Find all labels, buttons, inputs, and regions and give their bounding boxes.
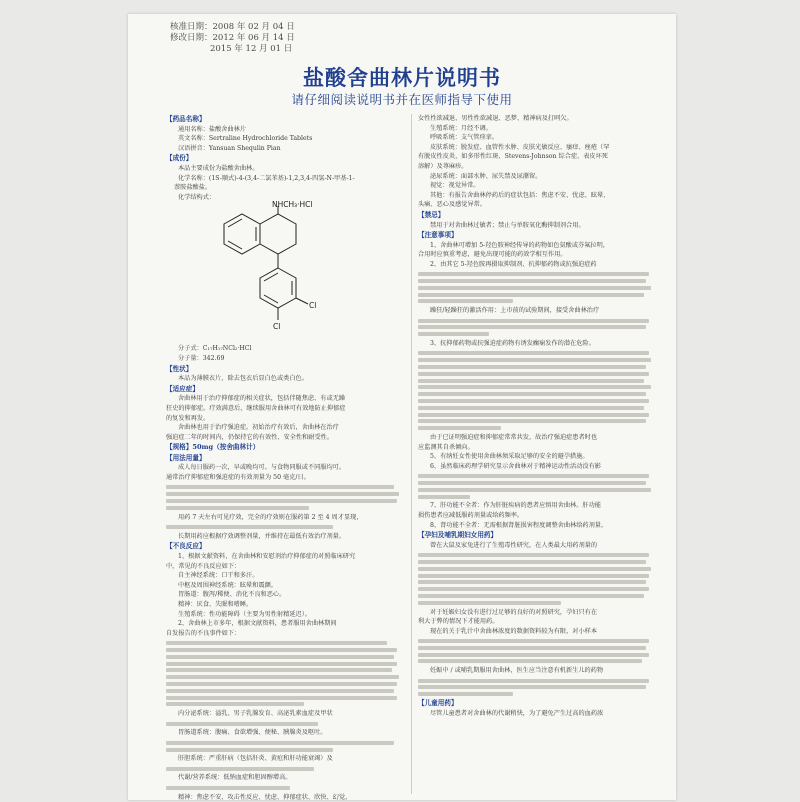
revision-date-2: 2015 年 12 月 01 日	[210, 44, 293, 54]
text-line: 的复发和再发。	[166, 414, 210, 422]
text-line: 禁用于对舍曲林过敏者；禁止与单胺氧化酶抑制剂合用。	[430, 221, 585, 229]
text-line: 女性性欲减退、男性性欲减退、恶梦、精神病及打呵欠。	[418, 115, 573, 122]
text-placeholder	[418, 567, 651, 571]
text-line: 本品为薄膜衣片，除去包衣后显白色或类白色。	[178, 375, 308, 383]
text-line: 通用名称：盐酸舍曲林片	[178, 125, 247, 133]
text-line: 8、肾功能不全者：无需根据肾脏损害程度调整舍曲林给药剂量。	[430, 521, 608, 529]
text-placeholder	[166, 786, 290, 790]
text-line: 自主神经系统：口干和多汗。	[178, 572, 259, 580]
text-placeholder	[418, 413, 649, 417]
section-header: 【规格】50mg（按舍曲林计）	[166, 443, 260, 452]
text-line: 精神：焦虑不安、攻击性反应、忧虑、抑郁症状、欣快、幻觉、	[178, 793, 352, 801]
column-divider	[411, 114, 412, 794]
section-header: 【孕妇及哺乳期妇女用药】	[418, 531, 498, 540]
text-line: 化学名称：(1S-顺式)-4-(3,4-二氯苯基)-1,2,3,4-四氢-N-甲基-1-	[178, 174, 355, 182]
text-placeholder	[418, 488, 651, 492]
chlorine-label: Cl	[273, 322, 281, 332]
text-line: 长期用药应根据疗效调整剂量，并维持在最低有效治疗剂量。	[178, 532, 346, 540]
benzene-ring	[224, 214, 260, 254]
text-placeholder	[418, 319, 649, 323]
text-line: 内分泌系统：溢乳、男子乳腺发育、高泌乳素血症及甲状	[178, 710, 333, 718]
text-line: 对于妊娠妇女没有进行过足够的良好的对照研究，孕妇只有在	[430, 608, 598, 616]
date-block	[170, 22, 295, 55]
text-line: 视觉：视觉异常。	[430, 182, 480, 190]
text-line: 利大于弊的情况下才能用药。	[418, 618, 499, 626]
section-header: 【注意事项】	[418, 231, 458, 240]
text-line: 狂史的抑郁症。疗效满意后，继续服用舍曲林可有效地防止抑郁症	[166, 404, 346, 412]
revision-date: 修改日期：2012 年 06 月 14 日	[170, 33, 295, 43]
amine-label: NHCH₃·HCl	[272, 200, 313, 210]
text-line: 本品主要成份为盐酸舍曲林。	[178, 164, 259, 172]
text-line: 英文名称：Sertraline Hydrochloride Tablets	[178, 135, 313, 143]
text-placeholder	[418, 351, 649, 355]
text-line: 化学结构式：	[178, 193, 216, 201]
text-line: 舍曲林用于治疗抑郁症的相关症状，包括伴随焦虑、有或无躁	[178, 395, 346, 403]
text-line: 泌尿系统：面部水肿、尿失禁及尿潴留。	[430, 172, 542, 180]
text-line: 精神：厌食、失眠和嗜睡。	[178, 600, 253, 608]
text-line: 其他：有报告舍曲林停药后的症状包括：焦虑不安、忧虑、眩晕、	[430, 191, 610, 199]
section-header: 【不良反应】	[166, 542, 206, 551]
text-placeholder	[166, 682, 397, 686]
text-placeholder	[418, 474, 649, 478]
text-line: 应监测其自杀倾向。	[418, 443, 474, 451]
dichlorophenyl-ring	[260, 268, 296, 308]
text-placeholder	[418, 481, 646, 485]
left-column	[166, 114, 404, 801]
text-line: 生殖系统：月经不调。	[430, 124, 492, 132]
text-line: 尽管儿童患者对舍曲林的代谢稍快，为了避免产生过高的血药浓	[430, 709, 604, 717]
text-placeholder	[166, 767, 314, 771]
text-line: 损伤患者应减低服药剂量或给药频率。	[418, 511, 524, 519]
text-line: 1、根据文献资料，在舍曲林和安慰剂治疗抑郁症的对照临床研究	[178, 553, 356, 561]
text-line: 分子量：342.69	[178, 354, 225, 362]
text-placeholder	[418, 653, 649, 657]
text-placeholder	[418, 358, 651, 362]
text-placeholder	[418, 419, 646, 423]
leaflet-sheet	[128, 14, 676, 800]
text-placeholder	[166, 722, 318, 726]
text-placeholder	[418, 692, 513, 696]
text-line: 有脱皮性皮炎，如多形性红斑、Stevens-Johnson 综合症、表皮坏死	[418, 153, 608, 161]
text-line: 代谢/营养系统：低钠血症和胆固醇增高。	[178, 774, 292, 782]
text-placeholder	[418, 601, 561, 605]
text-line: 3、抗抑郁药物或抗强迫症药物有诱发癫痫发作的潜在危险。	[430, 340, 595, 348]
text-placeholder	[166, 696, 397, 700]
text-line: 通常治疗抑郁症和强迫症的有效剂量为 50 毫克/日。	[166, 474, 310, 482]
text-placeholder	[166, 655, 394, 659]
text-line: 2、由其它 5-羟色胺再摄取抑制剂、抗抑郁药物或抗强迫症药	[430, 260, 597, 268]
text-placeholder	[418, 580, 646, 584]
text-line: 1、舍曲林可增加 5-羟色胺神经传导的药物如色氨酸或芬氟拉明，	[430, 241, 609, 249]
text-placeholder	[418, 299, 513, 303]
text-line: 萘胺盐酸盐。	[174, 184, 212, 192]
text-placeholder	[418, 385, 651, 389]
text-line: 中枢及周围神经系统：眩晕和震颤。	[178, 581, 277, 589]
text-placeholder	[418, 426, 501, 430]
text-placeholder	[418, 332, 489, 336]
cyclohexane-ring	[260, 214, 296, 254]
text-line: 中，常见的不良反应如下：	[166, 562, 241, 570]
text-line: 呼吸系统：支气管痉挛。	[430, 134, 499, 142]
text-placeholder	[418, 553, 649, 557]
section-header: 【禁忌】	[418, 210, 445, 219]
right-column	[418, 114, 656, 792]
document-title: 盐酸舍曲林片说明书	[303, 66, 501, 90]
text-placeholder	[418, 399, 649, 403]
document-subtitle: 请仔细阅读说明书并在医师指导下使用	[291, 92, 513, 107]
text-placeholder	[418, 406, 644, 410]
text-placeholder	[418, 594, 644, 598]
text-line: 躁狂/轻躁狂的激活作用：上市前的试验期间，接受舍曲林治疗	[430, 307, 600, 315]
text-placeholder	[418, 365, 646, 369]
text-line: 合用时应慎重考虑，避免出现可能的药效学相互作用。	[418, 251, 567, 259]
text-placeholder	[418, 685, 646, 689]
text-line: 强迫症二年的时间内，仍保持它的有效性、安全性和耐受性。	[166, 433, 334, 441]
text-placeholder	[418, 560, 646, 564]
text-placeholder	[418, 392, 646, 396]
text-placeholder	[418, 659, 642, 663]
text-line: 5、有纳妊女性使用舍曲林须采取足够的安全的避孕措施。	[430, 453, 589, 461]
text-placeholder	[418, 372, 649, 376]
text-placeholder	[418, 379, 644, 383]
text-placeholder	[166, 741, 394, 745]
text-placeholder	[418, 495, 470, 499]
text-placeholder	[166, 675, 399, 679]
section-header: 【药品名称】	[166, 115, 206, 123]
text-placeholder	[166, 641, 387, 645]
text-placeholder	[166, 702, 304, 706]
text-line: 生殖系统：性功能障碍（主要为男性射精延迟）。	[178, 610, 312, 618]
text-line: 成人每日服药一次，早或晚均可。与食物同服或不同服均可。	[178, 464, 346, 472]
text-line: 现在的关于乳汁中舍曲林浓度的数据资料较为有限，对小样本	[430, 627, 598, 635]
text-placeholder	[418, 293, 644, 297]
text-placeholder	[166, 748, 333, 752]
text-line: 汉语拼音：Yansuan Shequlin Pian	[178, 144, 281, 152]
text-line: 由于已证明强迫症和抑郁症常常共发，故治疗强迫症患者时也	[430, 434, 598, 442]
text-line: 用药 7 天左右可见疗效，完全的疗效则在服药第 2 至 4 周才显现，	[178, 513, 363, 521]
text-placeholder	[166, 506, 309, 510]
text-line: 头痛、恶心及感觉异常。	[418, 201, 487, 209]
text-placeholder	[166, 492, 399, 496]
text-placeholder	[418, 679, 649, 683]
text-placeholder	[418, 646, 646, 650]
text-line: 分子式：C₁₇H₁₇NCl₂·HCl	[178, 345, 252, 353]
text-placeholder	[166, 525, 333, 529]
chlorine-label: Cl	[309, 301, 317, 311]
chemical-structure	[206, 200, 404, 342]
text-line: 肝胆系统：严重肝病（包括肝炎、黄疸和肝功能衰竭）及	[178, 755, 333, 763]
text-line: 6、虽然临床药理学研究显示舍曲林对于精神运动性活动没有影	[430, 462, 601, 470]
text-placeholder	[166, 662, 397, 666]
text-placeholder	[166, 648, 397, 652]
structure-diagram	[206, 200, 386, 342]
text-placeholder	[166, 668, 392, 672]
section-header: 【用法用量】	[166, 453, 206, 462]
text-placeholder	[418, 639, 649, 643]
text-line: 溶解）及荨麻疹。	[418, 162, 468, 170]
text-line: 胃肠道：腹泻/稀便、消化不良和恶心。	[178, 591, 286, 599]
section-header: 【适应症】	[166, 384, 199, 393]
text-line: 妊娠中 / 或哺乳期服用舍曲林，医生应当注意有机新生儿的药物	[430, 667, 604, 675]
text-placeholder	[418, 272, 649, 276]
text-placeholder	[166, 499, 397, 503]
section-header: 【成份】	[166, 154, 193, 163]
text-placeholder	[418, 286, 651, 290]
text-line: 皮肤系统：脱发症、血管性水肿、皮肤光敏反应、瘙痒、痤疮（罕	[430, 143, 610, 151]
text-line: 胃肠道系统：腹痛、食欲增强、便秘、胰腺炎及呕吐。	[178, 729, 327, 737]
approval-date: 核准日期：2008 年 02 月 04 日	[170, 22, 295, 32]
text-line: 自发报告的不良事件如下：	[166, 629, 241, 637]
text-placeholder	[418, 574, 649, 578]
text-line: 2、舍曲林上市多年，根据文献资料，患者服用舍曲林期间	[178, 620, 337, 628]
text-placeholder	[166, 689, 394, 693]
text-placeholder	[418, 279, 646, 283]
text-line: 7、肝功能不全者：作为肝脏疾病的患者应慎用舍曲林。肝功能	[430, 502, 601, 510]
text-placeholder	[166, 485, 394, 489]
section-header: 【儿童用药】	[418, 699, 458, 708]
section-header: 【性状】	[166, 364, 193, 373]
text-placeholder	[418, 325, 646, 329]
text-placeholder	[418, 587, 649, 591]
text-line: 曾在大鼠及家兔进行了生殖毒性研究，在人类最大用药剂量的	[430, 541, 598, 549]
text-line: 舍曲林也用于治疗强迫症。初始治疗有效后，舍曲林在治疗	[178, 424, 339, 432]
